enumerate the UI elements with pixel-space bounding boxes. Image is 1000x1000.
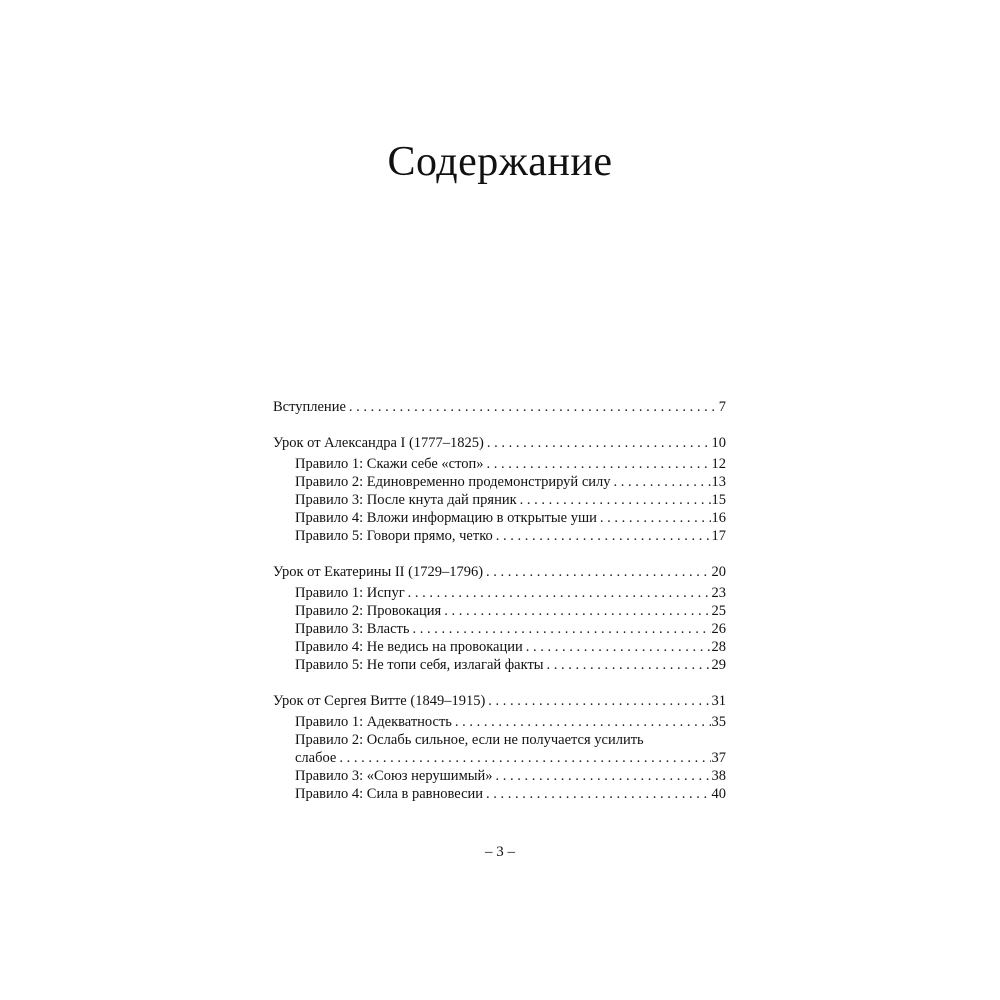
dot-leader [349,398,718,416]
toc-rule-3-3[interactable] [273,767,726,785]
toc-rule-2-4[interactable] [273,638,726,656]
toc-rule-label: Правило 4: Вложи информацию в открытые уши [295,509,600,527]
dot-leader [488,692,710,710]
toc-rule-label: Правило 4: Не ведись на провокации [295,638,526,656]
page-number: – 3 – [485,844,515,860]
dot-leader [496,767,711,785]
toc-rule-page: 38 [711,768,726,784]
toc-rule-label: Правило 2: Провокация [295,602,444,620]
dot-leader [455,713,711,731]
dot-leader [547,656,711,674]
toc-rule-3-4[interactable] [273,785,726,803]
toc-rule-3-1[interactable] [273,713,726,731]
toc-rule-1-2[interactable] [273,473,726,491]
dot-leader [487,455,711,473]
toc-rule-label: Правило 3: Власть [295,620,413,638]
table-of-contents [273,398,726,803]
toc-entry-label: Вступление [273,398,349,416]
dot-leader [600,509,711,527]
dot-leader [486,563,710,581]
toc-rule-page: 35 [711,714,726,730]
dot-leader [526,638,711,656]
toc-section-page: 20 [711,564,726,580]
toc-rule-label: Правило 2: Единовременно продемонстрируй силу [295,473,614,491]
toc-section-label: Урок от Александра I (1777–1825) [273,434,487,452]
toc-rule-1-3[interactable] [273,491,726,509]
toc-section-1[interactable] [273,434,726,452]
toc-section-page: 10 [711,435,726,451]
toc-rule-page: 40 [711,786,726,802]
toc-rule-label: Правило 1: Скажи себе «стоп» [295,455,487,473]
toc-rule-1-5[interactable] [273,527,726,545]
toc-rule-page: 23 [711,585,726,601]
toc-rule-1-4[interactable] [273,509,726,527]
toc-rule-1-1[interactable] [273,455,726,473]
toc-rule-page: 16 [711,510,726,526]
toc-entry-intro[interactable] [273,398,726,416]
toc-rule-label: Правило 5: Не топи себя, излагай факты [295,656,547,674]
toc-rule-label: Правило 3: «Союз нерушимый» [295,767,496,785]
toc-section-label: Урок от Екатерины II (1729–1796) [273,563,486,581]
toc-rule-label: Правило 3: После кнута дай пряник [295,491,520,509]
dot-leader [496,527,711,545]
toc-section-2[interactable] [273,563,726,581]
toc-rule-label: Правило 4: Сила в равновесии [295,785,486,803]
toc-rule-page: 28 [711,639,726,655]
dot-leader [408,584,711,602]
toc-rule-label: Правило 1: Адекватность [295,713,455,731]
toc-rule-label: Правило 5: Говори прямо, четко [295,527,496,545]
dot-leader [444,602,710,620]
toc-entry-page: 7 [718,399,726,415]
toc-section-label: Урок от Сергея Витте (1849–1915) [273,692,488,710]
dot-leader [614,473,711,491]
toc-rule-3-2[interactable] [273,731,726,767]
dot-leader [486,785,710,803]
toc-rule-page: 37 [711,750,726,766]
toc-rule-page: 15 [711,492,726,508]
toc-section-3[interactable] [273,692,726,710]
toc-section-page: 31 [711,693,726,709]
toc-rule-2-2[interactable] [273,602,726,620]
toc-rule-page: 25 [711,603,726,619]
toc-rule-label: Правило 1: Испуг [295,584,408,602]
toc-rule-2-1[interactable] [273,584,726,602]
toc-rule-2-5[interactable] [273,656,726,674]
dot-leader [413,620,711,638]
toc-rule-label-line1: Правило 2: Ослабь сильное, если не получается усилить [295,732,644,748]
toc-rule-page: 29 [711,657,726,673]
dot-leader [520,491,711,509]
toc-rule-label-line2: слабое [295,749,339,767]
toc-rule-page: 17 [711,528,726,544]
toc-rule-page: 12 [711,456,726,472]
dot-leader [487,434,711,452]
page-title: Содержание [387,139,613,185]
toc-rule-page: 13 [711,474,726,490]
toc-rule-2-3[interactable] [273,620,726,638]
dot-leader [339,749,710,767]
toc-rule-page: 26 [711,621,726,637]
